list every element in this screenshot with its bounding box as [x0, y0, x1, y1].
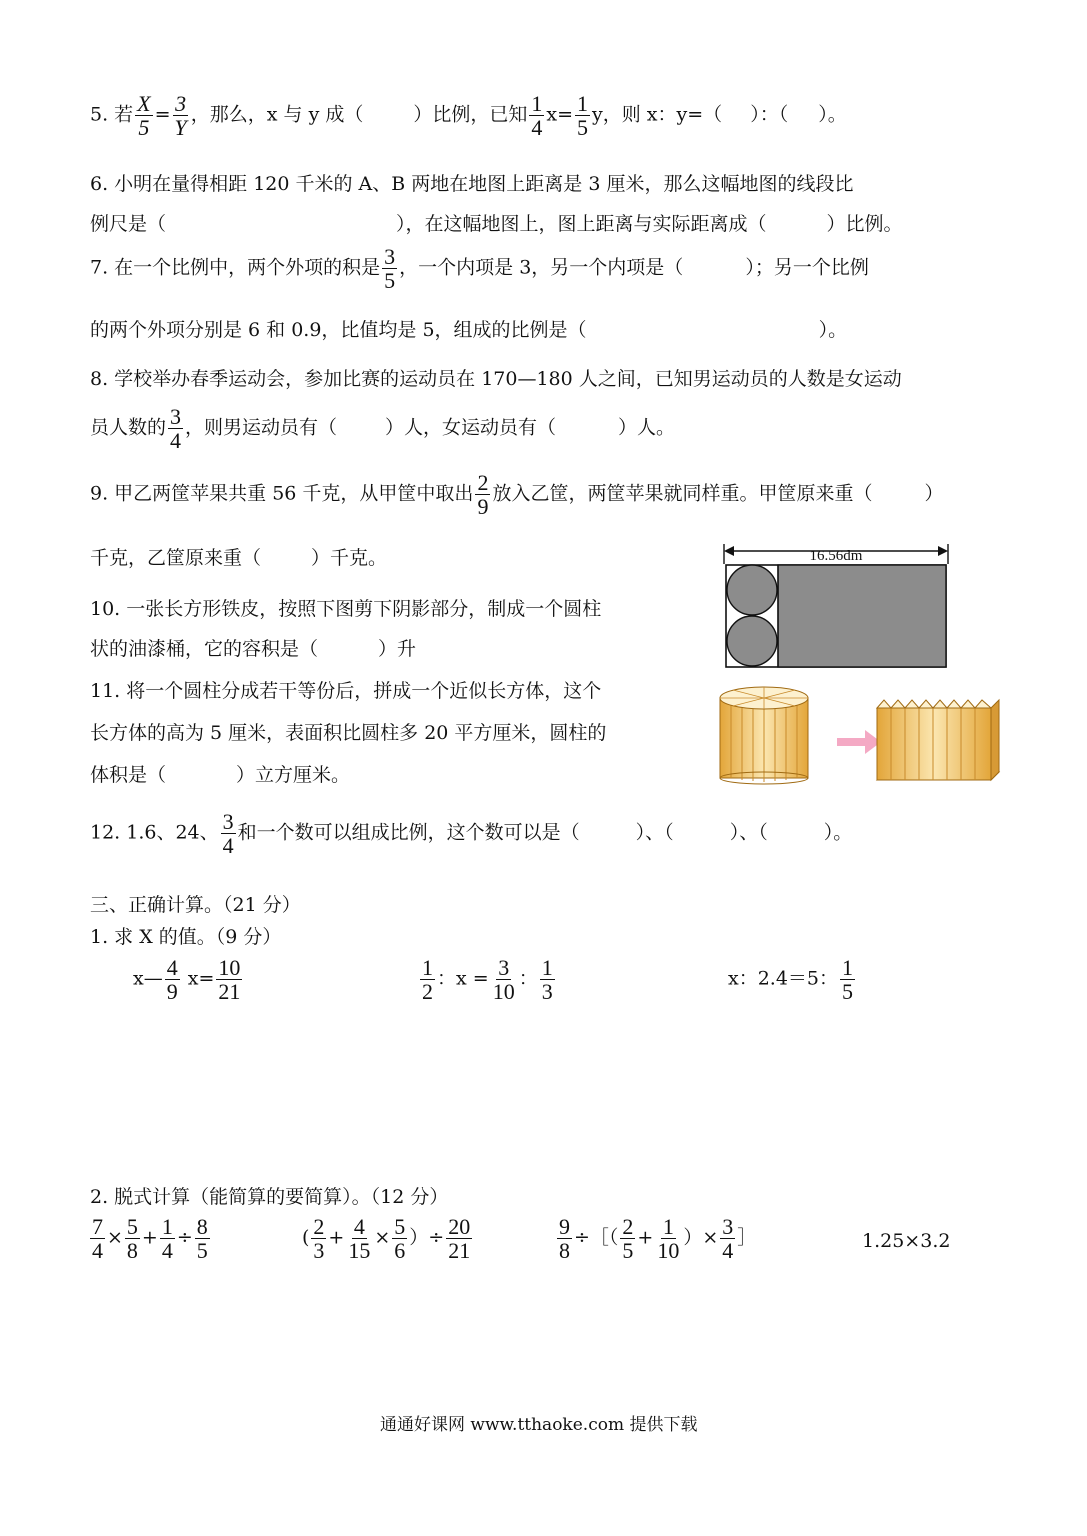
question-9-line1: 9. 甲乙两筐苹果共重 56 千克，从甲筐中取出 $\frac{2}{9}$ 放入乙筐，两筐苹果就同样重。甲筐原来重（ ） — [90, 470, 944, 520]
question-10-line2: 状的油漆桶，它的容积是（ ）升 — [90, 638, 417, 660]
calc-1: $\frac{7}{4}$ × $\frac{5}{8}$ + $\frac{1}{4}$ ÷ $\frac{8}{5}$ — [92, 1214, 208, 1264]
cylinder-net-figure — [720, 540, 955, 672]
question-11-line1: 11. 将一个圆柱分成若干等份后，拼成一个近似长方体，这个 — [90, 680, 602, 702]
fraction: $\frac{X}{5}$ — [137, 91, 151, 141]
question-9-line2: 千克，乙筐原来重（ ）千克。 — [90, 547, 388, 569]
fraction: $\frac{3}{5}$ — [384, 244, 396, 294]
question-10-line1: 10. 一张长方形铁皮，按照下图剪下阴影部分，制成一个圆柱 — [90, 598, 602, 620]
equation-3: x：2.4＝5： $\frac{1}{5}$ — [728, 955, 854, 1005]
fraction: $\frac{2}{9}$ — [477, 470, 489, 520]
calc-3: $\frac{9}{8}$ ÷［（ $\frac{2}{5}$ + $\frac{1}{10}$ ）× $\frac{3}{4}$ ］ — [559, 1214, 757, 1264]
fraction: $\frac{1}{5}$ — [577, 91, 589, 141]
section-3-title: 三、正确计算。（21 分） — [90, 894, 301, 916]
section-3-sub2: 2. 脱式计算（能简算的要简算）。（12 分） — [90, 1186, 449, 1208]
arrow-left-icon — [724, 546, 734, 556]
shaded-circle-bottom — [727, 616, 777, 666]
fraction: $\frac{3}{4}$ — [222, 809, 234, 859]
question-6-line2: 例尺是（ ），在这幅地图上，图上距离与实际距离成（ ）比例。 — [90, 213, 903, 235]
calc-4: 1.25×3.2 — [862, 1230, 951, 1252]
question-11-line3: 体积是（ ）立方厘米。 — [90, 764, 351, 786]
question-8-line1: 8. 学校举办春季运动会，参加比赛的运动员在 170—180 人之间，已知男运动员的人数是女运动 — [90, 368, 902, 390]
question-11-line2: 长方体的高为 5 厘米，表面积比圆柱多 20 平方厘米，圆柱的 — [90, 722, 607, 744]
fraction: $\frac{3}{4}$ — [170, 404, 182, 454]
arrow-body — [837, 738, 867, 746]
shaded-circle-top — [727, 565, 777, 615]
fraction: $\frac{1}{4}$ — [531, 91, 543, 141]
cuboid-body — [877, 708, 991, 780]
question-6-line1: 6. 小明在量得相距 120 千米的 A、B 两地在地图上距离是 3 厘米，那么这幅地图的线段比 — [90, 173, 854, 195]
question-8-line2: 员人数的 $\frac{3}{4}$ ，则男运动员有（ ）人，女运动员有（ ）人。 — [90, 404, 676, 454]
shaded-rectangle — [778, 565, 946, 667]
question-7-line1: 7. 在一个比例中，两个外项的积是 $\frac{3}{5}$ ，一个内项是 3，另一个内项是（ ）；另一个比例 — [90, 244, 869, 294]
equation-1: x— $\frac{4}{9}$ x= $\frac{10}{21}$ — [133, 955, 241, 1005]
arrow-right-icon — [938, 546, 948, 556]
footer-text: 通通好课网 www.tthaoke.com 提供下载 — [380, 1415, 698, 1435]
question-5: 5. 若 $\frac{X}{5}$ = $\frac{3}{Y}$ ，那么，x 与 y 成（ ）比例，已知 $\frac{1}{4}$ x= $\frac{1}{5}$ y，则 x：y=（ ）：（ ）。 — [90, 91, 847, 141]
equation-2: $\frac{1}{2}$ ：x = $\frac{3}{10}$ ： $\frac{1}{3}$ — [422, 955, 553, 1005]
fraction: $\frac{3}{Y}$ — [174, 91, 187, 141]
cuboid-teeth — [877, 700, 991, 708]
calc-2: ( $\frac{2}{3}$ + $\frac{4}{15}$ × $\frac{5}{6}$ ）÷ $\frac{20}{21}$ — [302, 1214, 471, 1264]
cylinder-to-cuboid-figure — [715, 684, 1005, 789]
question-7-line2: 的两个外项分别是 6 和 0.9，比值均是 5，组成的比例是（ ）。 — [90, 319, 848, 341]
dimension-label: 16.56dm — [809, 548, 863, 564]
section-3-sub1: 1. 求 X 的值。（9 分） — [90, 926, 282, 948]
question-12: 12. 1.6、24、 $\frac{3}{4}$ 和一个数可以组成比例，这个数可以是（ ）、（ ）、（ ）。 — [90, 809, 853, 859]
